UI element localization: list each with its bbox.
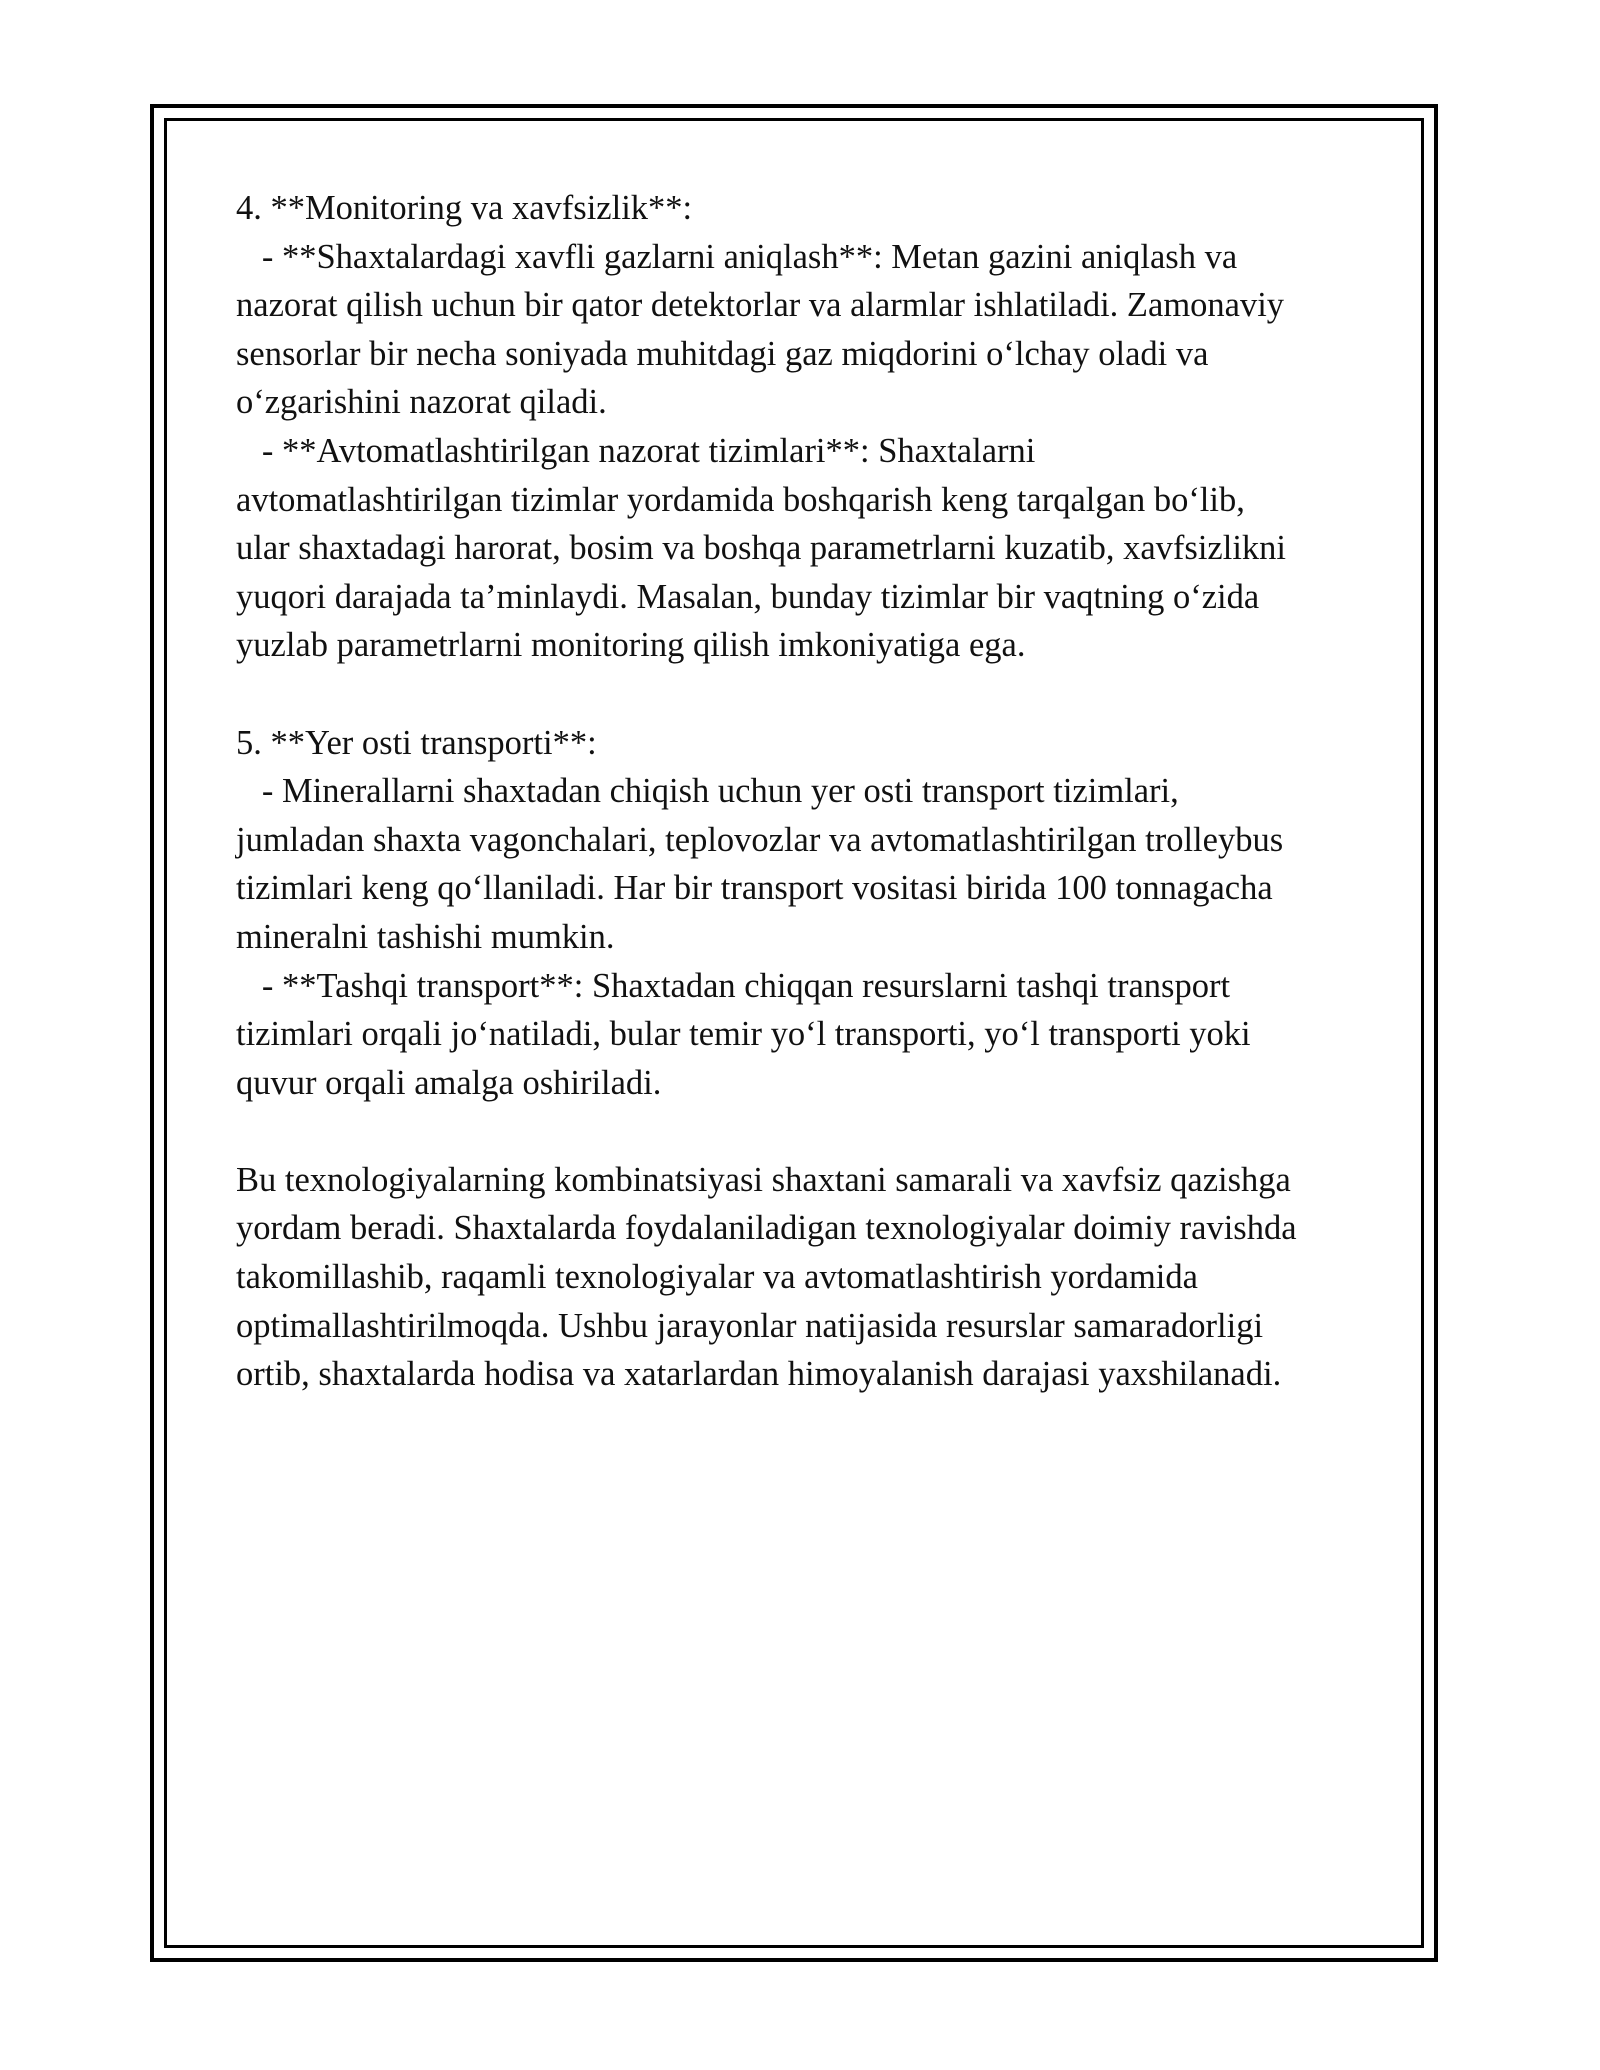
text-line: avtomatlashtirilgan tizimlar yordamida boshqarish keng tarqalgan bo‘lib, bbox=[236, 480, 1245, 519]
section-heading: 4. **Monitoring va xavfsizlik**: bbox=[236, 189, 693, 227]
text-line: - Minerallarni shaxtadan chiqish uchun yer osti transport tizimlari, bbox=[236, 772, 1179, 811]
paragraph-gap bbox=[236, 670, 1376, 719]
text-line: yordam beradi. Shaxtalarda foydalaniladigan texnologiyalar doimiy ravishda bbox=[236, 1209, 1297, 1248]
text-line: takomillashib, raqamli texnologiyalar va avtomatlashtirish yordamida bbox=[236, 1258, 1198, 1297]
section-conclusion bbox=[236, 1156, 1376, 1399]
text-line: ortib, shaxtalarda hodisa va xatarlardan himoyalanish darajasi yaxshilanadi. bbox=[236, 1355, 1282, 1394]
text-line: nazorat qilish uchun bir qator detektorlar va alarmlar ishlatiladi. Zamonaviy bbox=[236, 286, 1285, 325]
text-line: jumladan shaxta vagonchalari, teplovozlar va avtomatlashtirilgan trolleybus bbox=[236, 820, 1284, 859]
text-line: yuzlab parametrlarni monitoring qilish imkoniyatiga ega. bbox=[236, 626, 1026, 665]
section-monitoring bbox=[236, 184, 1376, 670]
section-transport bbox=[236, 719, 1376, 1108]
text-line: optimallashtirilmoqda. Ushbu jarayonlar natijasida resurslar samaradorligi bbox=[236, 1306, 1264, 1345]
text-line: - **Shaxtalardagi xavfli gazlarni aniqlash**: Metan gazini aniqlash va bbox=[236, 237, 1238, 276]
paragraph-gap bbox=[236, 1107, 1376, 1156]
text-line: - **Avtomatlashtirilgan nazorat tizimlari**: Shaxtalarni bbox=[236, 431, 1036, 470]
text-line: Bu texnologiyalarning kombinatsiyasi shaxtani samarali va xavfsiz qazishga bbox=[236, 1160, 1291, 1199]
text-line: mineralni tashishi mumkin. bbox=[236, 917, 615, 956]
document-body bbox=[236, 184, 1376, 1399]
text-line: yuqori darajada ta’minlaydi. Masalan, bunday tizimlar bir vaqtning o‘zida bbox=[236, 577, 1260, 616]
text-line: tizimlari keng qo‘llaniladi. Har bir transport vositasi birida 100 tonnagacha bbox=[236, 869, 1273, 908]
text-line: quvur orqali amalga oshiriladi. bbox=[236, 1063, 662, 1102]
text-line: o‘zgarishini nazorat qiladi. bbox=[236, 383, 607, 422]
section-heading: 5. **Yer osti transporti**: bbox=[236, 723, 597, 762]
text-line: sensorlar bir necha soniyada muhitdagi gaz miqdorini o‘lchay oladi va bbox=[236, 334, 1209, 373]
text-line: tizimlari orqali jo‘natiladi, bular temir yo‘l transporti, yo‘l transporti yoki bbox=[236, 1015, 1251, 1054]
text-line: - **Tashqi transport**: Shaxtadan chiqqan resurslarni tashqi transport bbox=[236, 966, 1231, 1005]
text-line: ular shaxtadagi harorat, bosim va boshqa parametrlarni kuzatib, xavfsizlikni bbox=[236, 529, 1286, 568]
